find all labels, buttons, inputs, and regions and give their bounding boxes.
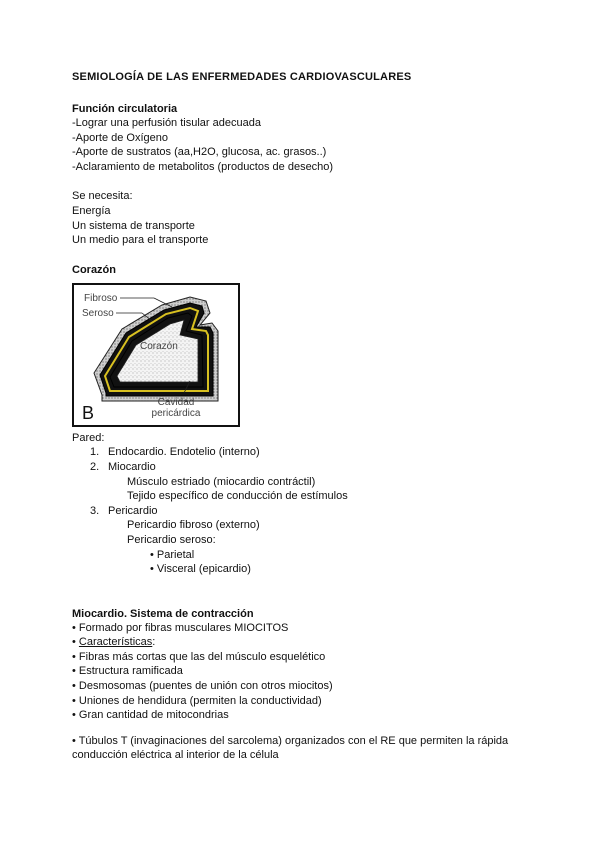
pared-item-1 (72, 445, 532, 460)
label-corazon: Corazón (140, 340, 178, 352)
miocardio-item: • Uniones de hendidura (permiten la conductividad) (72, 694, 322, 707)
pared-item-3-sub: Pericardio seroso: (127, 533, 216, 546)
caracteristicas-colon: : (152, 636, 156, 649)
necesita-item: Un sistema de transporte (72, 219, 195, 232)
corazon-heading: Corazón (72, 263, 116, 276)
funcion-item: -Aporte de sustratos (aa,H2O, glucosa, ac. grasos..) (72, 146, 327, 159)
pared-item-3-num: 3. (90, 504, 100, 517)
pared-item-1-text: Endocardio. Endotelio (interno) (108, 446, 260, 459)
figure-letter: B (82, 402, 95, 423)
pared-item-3-text: Pericardio (108, 504, 158, 517)
pared-item-3-subsub: • Visceral (epicardio) (150, 563, 251, 576)
miocardio-heading: Miocardio. Sistema de contracción (72, 607, 254, 620)
funcion-item: -Lograr una perfusión tisular adecuada (72, 117, 261, 129)
miocardio-item: • Túbulos T (invaginaciones del sarcolema) organizados con el RE que permiten la rápida conducción eléctrica al interior de la célula (72, 734, 509, 762)
pared-item-3 (72, 504, 532, 519)
pared-item-2-sub: Tejido específico de conducción de estímulos (127, 490, 348, 503)
necesita-item: Energía (72, 204, 111, 217)
funcion-item: -Aclaramiento de metabolitos (productos de desecho) (72, 160, 334, 173)
miocardio-item: • Desmosomas (puentes de unión con otros miocitos) (72, 680, 333, 693)
label-cavidad-1: Cavidad (157, 396, 195, 408)
miocardio-item: • Fibras más cortas que las del músculo esquelético (72, 650, 326, 663)
document-title: SEMIOLOGÍA DE LAS ENFERMEDADES CARDIOVASCULARES (72, 71, 412, 83)
caracteristicas-label: Características (78, 636, 153, 649)
funcion-heading: Función circulatoria (72, 103, 178, 115)
pared-item-3-sub: Pericardio fibroso (externo) (127, 519, 260, 532)
label-seroso: Seroso (82, 307, 114, 319)
caracteristicas-bullet: • (72, 636, 79, 649)
pared-item-2-sub: Músculo estriado (miocardio contráctil) (127, 475, 316, 488)
caracteristicas-line (72, 635, 532, 650)
label-fibroso: Fibroso (84, 292, 118, 304)
miocardio-item: • Formado por fibras musculares MIOCITOS (72, 621, 289, 634)
necesita-intro: Se necesita: (72, 190, 133, 203)
funcion-item: -Aporte de Oxígeno (72, 131, 169, 144)
pared-item-2 (72, 460, 532, 475)
miocardio-item: • Estructura ramificada (72, 665, 183, 678)
necesita-item: Un medio para el transporte (72, 234, 209, 247)
miocardio-item: • Gran cantidad de mitocondrias (72, 709, 229, 722)
pared-item-3-subsub: • Parietal (150, 548, 195, 561)
pared-item-1-num: 1. (90, 446, 100, 459)
label-cavidad-2: pericárdica (151, 407, 201, 419)
pared-item-2-num: 2. (90, 460, 100, 473)
pericardium-diagram (72, 283, 240, 427)
document-page (72, 70, 532, 774)
pared-item-2-text: Miocardio (108, 460, 156, 473)
pared-intro: Pared: (72, 431, 105, 444)
